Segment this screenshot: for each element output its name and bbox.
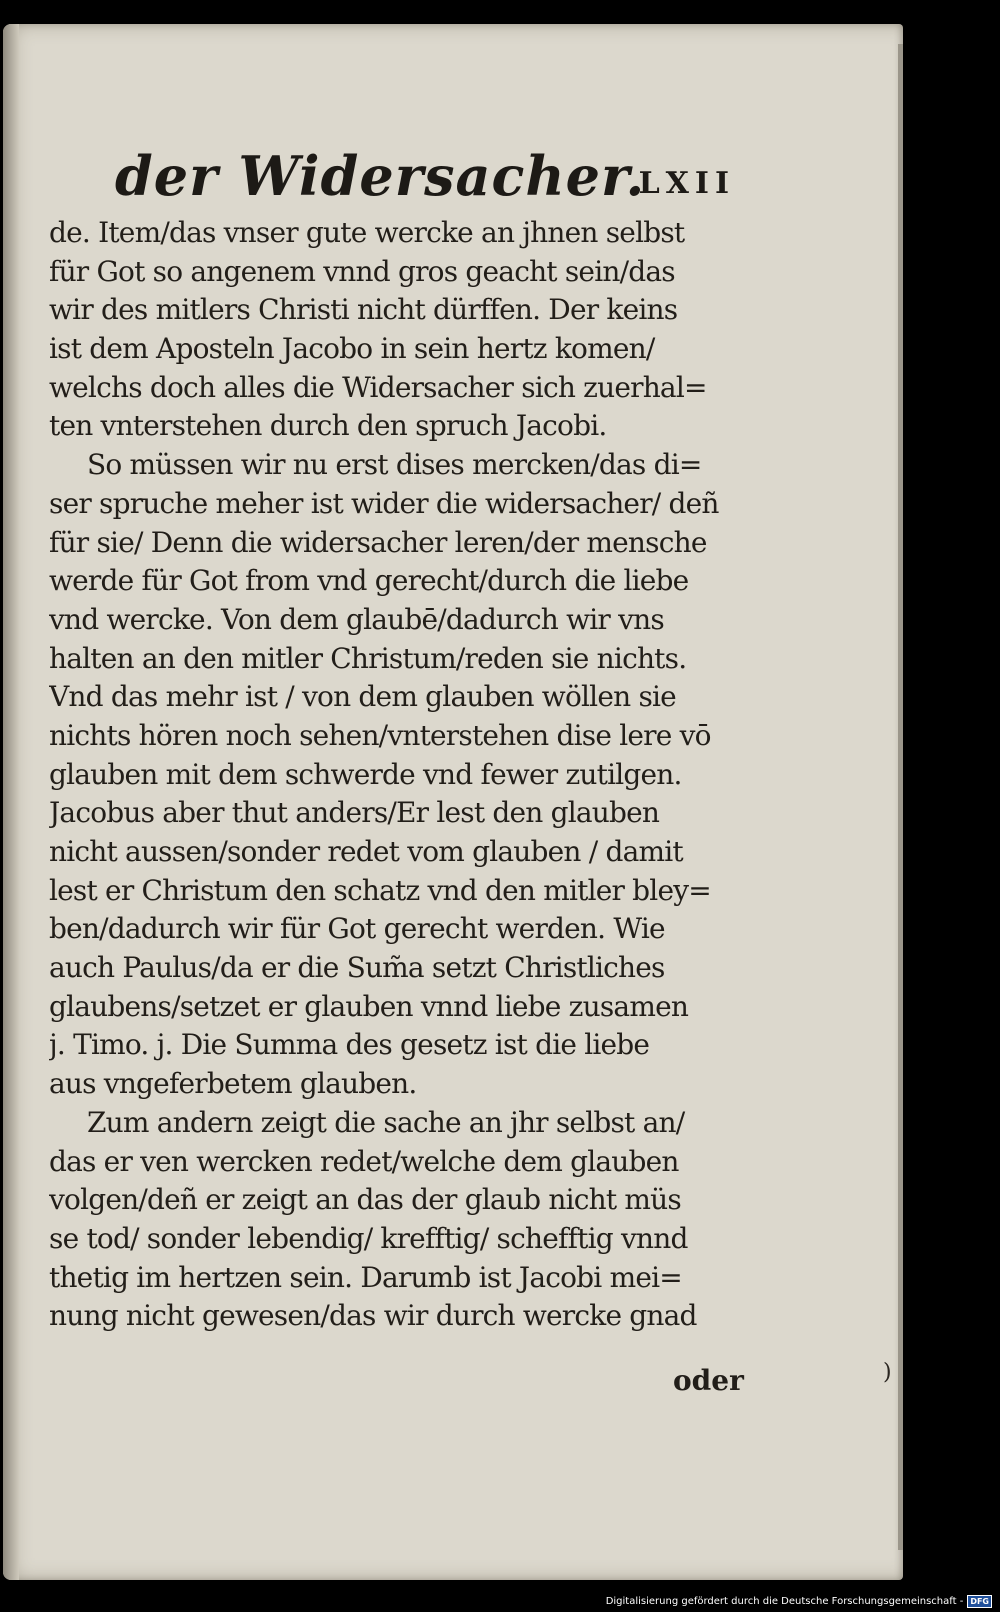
body-text [49, 214, 739, 1336]
text-line: ben/dadurch wir für Got gerecht werden. Wie [49, 912, 665, 946]
digitization-footer [606, 1593, 992, 1609]
text-line: vnd wercke. Von dem glaubē/dadurch wir vns [49, 602, 664, 636]
text-line: halten an den mitler Christum/reden sie nichts. [49, 641, 687, 675]
text-line: auch Paulus/da er die Sum̃a setzt Christliches [49, 951, 665, 985]
text-line: Vnd das mehr ist / von dem glauben wöllen sie [49, 680, 676, 714]
text-line: ser spruche meher ist wider die widersacher/ deñ [49, 486, 719, 520]
text-line: volgen/deñ er zeigt an das der glaub nicht müs [49, 1183, 681, 1217]
page-edge [898, 44, 903, 1550]
text-line: nichts hören noch sehen/vnterstehen dise lere vō [49, 718, 711, 752]
text-line: welchs doch alles die Widersacher sich zuerhal= [49, 370, 707, 404]
text-line: glaubens/setzet er glauben vnnd liebe zusamen [49, 989, 689, 1023]
text-line: aus vngeferbetem glauben. [49, 1067, 417, 1101]
margin-mark: ) [883, 1360, 892, 1385]
catchword: oder [673, 1364, 744, 1397]
text-line: j. Timo. j. Die Summa des gesetz ist die liebe [49, 1028, 650, 1062]
text-line: Zum andern zeigt die sache an jhr selbst an/ [87, 1105, 685, 1139]
book-page [3, 24, 903, 1580]
text-line: Jacobus aber thut anders/Er lest den glauben [49, 796, 660, 830]
text-line: wir des mitlers Christi nicht dürffen. Der keins [49, 293, 678, 327]
running-title: der Widersacher. [115, 144, 646, 208]
text-line: für Got so angenem vnnd gros geacht sein/das [49, 254, 675, 288]
text-line: für sie/ Denn die widersacher leren/der mensche [49, 525, 707, 559]
text-line: werde für Got from vnd gerecht/durch die liebe [49, 564, 689, 598]
text-line: se tod/ sonder lebendig/ krefftig/ schefftig vnnd [49, 1221, 688, 1255]
text-line: lest er Christum den schatz vnd den mitler bley= [49, 873, 711, 907]
text-line: nicht aussen/sonder redet vom glauben / damit [49, 835, 683, 868]
text-line: de. Item/das vnser gute wercke an jhnen selbst [49, 216, 685, 249]
running-header [115, 144, 735, 224]
text-line: das er ven wercken redet/welche dem glauben [49, 1144, 679, 1178]
text-line: ten vnterstehen durch den spruch Jacobi. [49, 409, 607, 443]
text-line: glauben mit dem schwerde vnd fewer zutilgen. [49, 757, 682, 791]
text-line: nung nicht gewesen/das wir durch wercke gnad [49, 1299, 697, 1333]
text-line: thetig im hertzen sein. Darumb ist Jacobi mei= [49, 1260, 682, 1294]
folio-number: LXII [638, 166, 735, 201]
text-line: ist dem Aposteln Jacobo in sein hertz komen/ [49, 332, 655, 366]
footer-credit: Digitalisierung gefördert durch die Deutsche Forschungsgemeinschaft - [605, 1595, 964, 1607]
dfg-logo: DFG [967, 1595, 992, 1608]
text-line: So müssen wir nu erst dises mercken/das di= [87, 448, 702, 482]
